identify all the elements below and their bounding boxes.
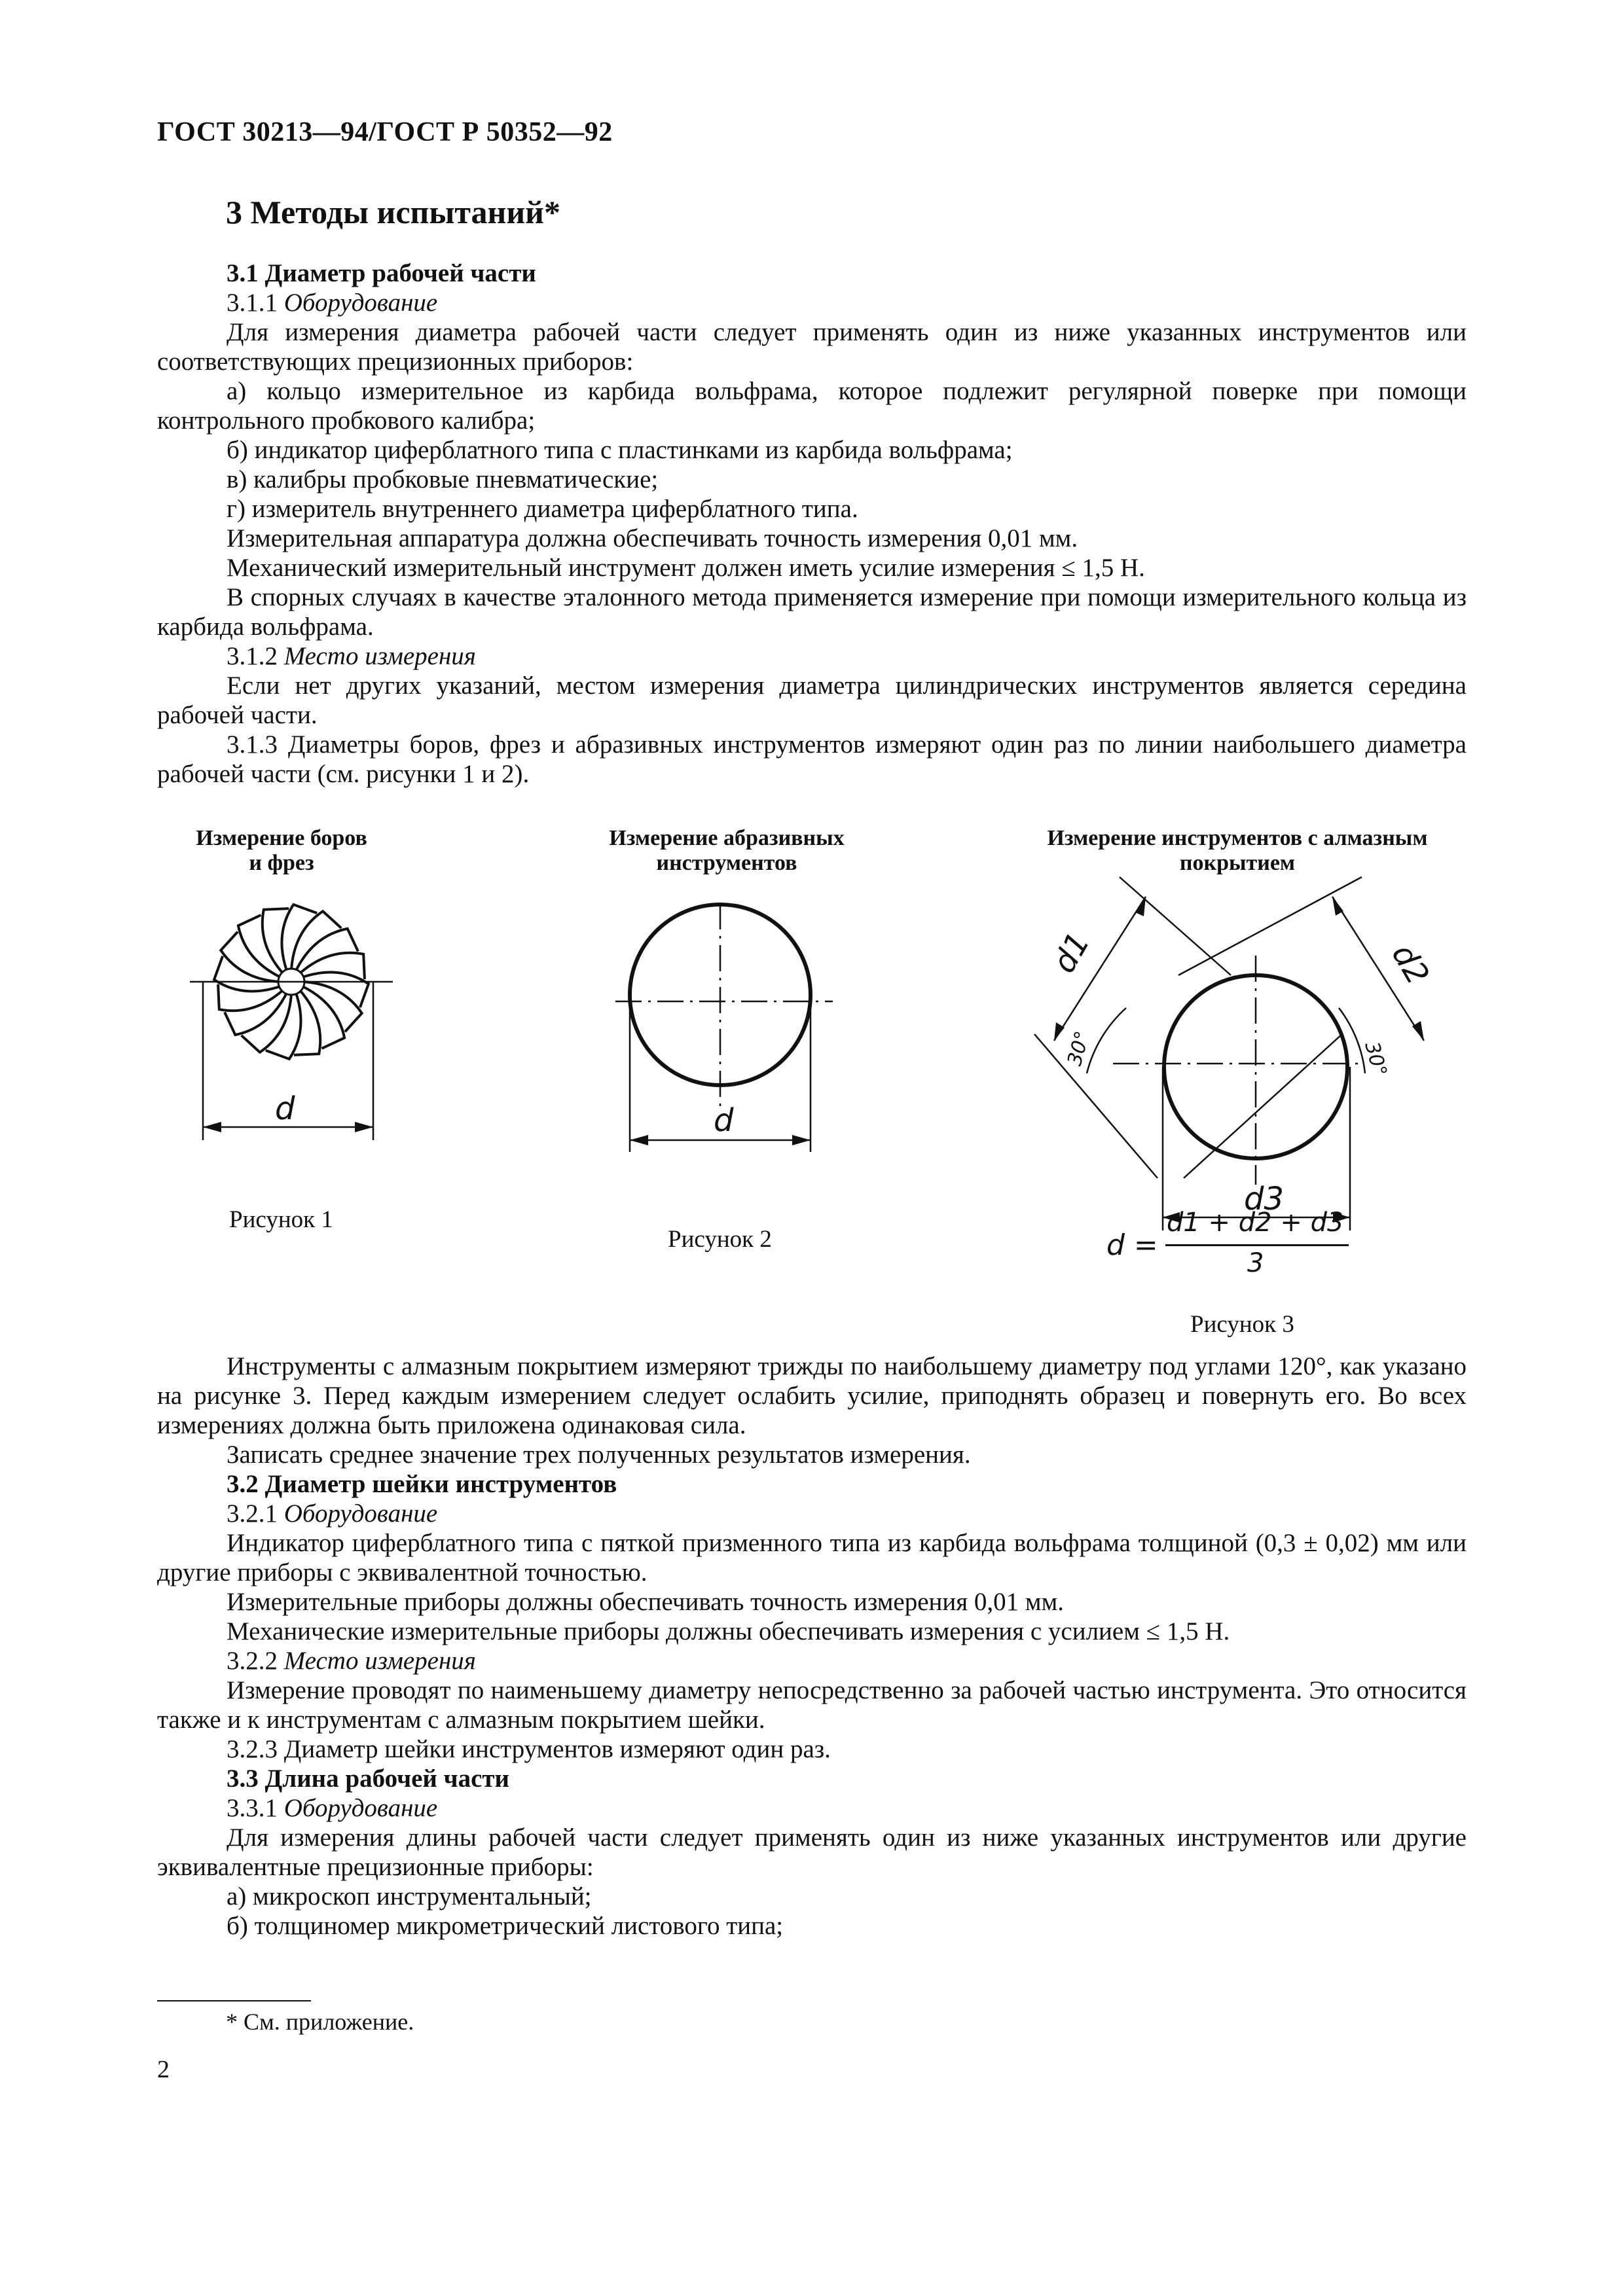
subheading-3-1-1: 3.1.1 Оборудование: [227, 289, 438, 317]
section-3-1: [157, 259, 1467, 789]
paragraph: Измерительные приборы должны обеспечивать точность измерения 0,01 мм.: [227, 1588, 1065, 1616]
heading-3-1: 3.1 Диаметр рабочей части: [227, 259, 536, 287]
v-line-left: [1034, 1034, 1158, 1178]
subheading-3-2-1: 3.2.1 Оборудование: [227, 1499, 438, 1528]
figure-1-bur-drawing: [183, 884, 406, 1158]
page-number: 2: [157, 2056, 170, 2083]
figure-3-caption: Рисунок 3: [1190, 1311, 1294, 1338]
paragraph: Инструменты с алмазным покрытием измеряют трижды по наибольшему диаметру под углами 120°, как указано на рисунке 3. Перед каждым измерением следует ослабить усилие, приподнять образец и повернуть его. Во всех измерениях должна быть приложена одинаковая сила.: [157, 1352, 1467, 1439]
formula-numerator: d1 + d2 + d3: [1167, 1208, 1344, 1238]
subheading-3-2-2: 3.2.2 Место измерения: [227, 1647, 476, 1675]
list-item: г) измеритель внутреннего диаметра циферблатного типа.: [227, 495, 858, 523]
arrow: [1054, 1022, 1065, 1041]
figure-1-title: Измерение боров и фрез: [196, 826, 367, 875]
dimension-d-label: d: [714, 1102, 734, 1139]
heading-3-2: 3.2 Диаметр шейки инструментов: [227, 1470, 617, 1498]
page-header: ГОСТ 30213—94/ГОСТ Р 50352—92: [157, 117, 613, 147]
figure-2-title: Измерение абразивных инструментов: [609, 826, 845, 875]
subheading-3-3-1: 3.3.1 Оборудование: [227, 1794, 438, 1822]
footnote: * См. приложение.: [226, 2009, 414, 2035]
list-item: б) толщиномер микрометрический листового типа;: [227, 1912, 784, 1940]
paragraph: Измерение проводят по наименьшему диаметру непосредственно за рабочей частью инструмента. Это относится также и к инструментам с алмазным покрытием шейки.: [157, 1676, 1467, 1734]
angle-30-right-label: 30°: [1360, 1039, 1391, 1079]
dimension-d3-label: d3: [1244, 1181, 1285, 1217]
arrow-left: [203, 1122, 221, 1132]
bur-flute: [296, 929, 358, 971]
formula-fraction-bar: [1165, 1244, 1349, 1246]
paragraph: Записать среднее значение трех полученных результатов измерения.: [227, 1441, 971, 1469]
arrow: [1135, 897, 1146, 916]
formula-lhs: d =: [1106, 1229, 1158, 1262]
list-item: а) кольцо измерительное из карбида вольфрама, которое подлежит регулярной поверке при помощи контрольного пробкового калибра;: [157, 377, 1467, 435]
paragraph: 3.1.3 Диаметры боров, фрез и абразивных инструментов измеряют один раз по линии наибольшего диаметра рабочей части (см. рисунки 1 и 2).: [157, 730, 1467, 788]
footnote-divider: [157, 2000, 311, 2001]
paragraph: Механические измерительные приборы должны обеспечивать измерения с усилием ≤ 1,5 Н.: [227, 1617, 1230, 1645]
heading-3-3: 3.3 Длина рабочей части: [227, 1765, 510, 1793]
list-item: б) индикатор циферблатного типа с пластинками из карбида вольфрама;: [227, 436, 1013, 464]
subheading-3-1-2: 3.1.2 Место измерения: [227, 642, 476, 670]
arrow-left: [630, 1135, 648, 1145]
section-title: 3 Методы испытаний*: [226, 194, 560, 230]
paragraph: Измерительная аппаратура должна обеспечивать точность измерения 0,01 мм.: [227, 524, 1078, 552]
figure-3-title: Измерение инструментов с алмазным покрытием: [1047, 826, 1428, 875]
paragraph: Для измерения длины рабочей части следует применять один из ниже указанных инструментов или другие эквивалентные прецизионные приборы:: [157, 1823, 1467, 1881]
dimension-d-label: d: [275, 1090, 295, 1127]
bur-flute: [238, 915, 281, 977]
top-line-right: [1178, 877, 1362, 975]
dimension-d1-label: d1: [1045, 926, 1097, 979]
section-3-2-3-3: [157, 1352, 1467, 1941]
formula-denominator: 3: [1247, 1248, 1264, 1278]
formula: [1106, 1208, 1355, 1286]
paragraph: 3.2.3 Диаметр шейки инструментов измеряют один раз.: [227, 1735, 831, 1763]
dimension-d2-label: d2: [1384, 938, 1436, 991]
list-item: в) калибры пробковые пневматические;: [227, 465, 659, 493]
figure-2-abrasive-drawing: [609, 890, 845, 1178]
arrow-right: [355, 1122, 373, 1132]
figure-2-caption: Рисунок 2: [668, 1226, 772, 1253]
bur-flute: [302, 986, 345, 1049]
paragraph: В спорных случаях в качестве эталонного метода применяется измерение при помощи измерительного кольца из карбида вольфрама.: [157, 583, 1467, 641]
list-item: а) микроскоп инструментальный;: [227, 1882, 592, 1910]
paragraph: Индикатор циферблатного типа с пяткой призменного типа из карбида вольфрама толщиной (0,3 ± 0,02) мм или другие приборы с эквивалентной точностью.: [157, 1529, 1467, 1587]
figure-1-caption: Рисунок 1: [229, 1206, 333, 1233]
angle-30-left-label: 30°: [1063, 1028, 1095, 1069]
top-line-left: [1120, 877, 1231, 975]
paragraph: Механический измерительный инструмент должен иметь усилие измерения ≤ 1,5 Н.: [227, 554, 1145, 582]
bur-flute: [225, 993, 287, 1035]
paragraph: Если нет других указаний, местом измерения диаметра цилиндрических инструментов является середина рабочей части.: [157, 672, 1467, 729]
arrow-right: [792, 1135, 811, 1145]
paragraph: Для измерения диаметра рабочей части следует применять один из ниже указанных инструментов или соответствующих прецизионных приборов:: [157, 318, 1467, 376]
